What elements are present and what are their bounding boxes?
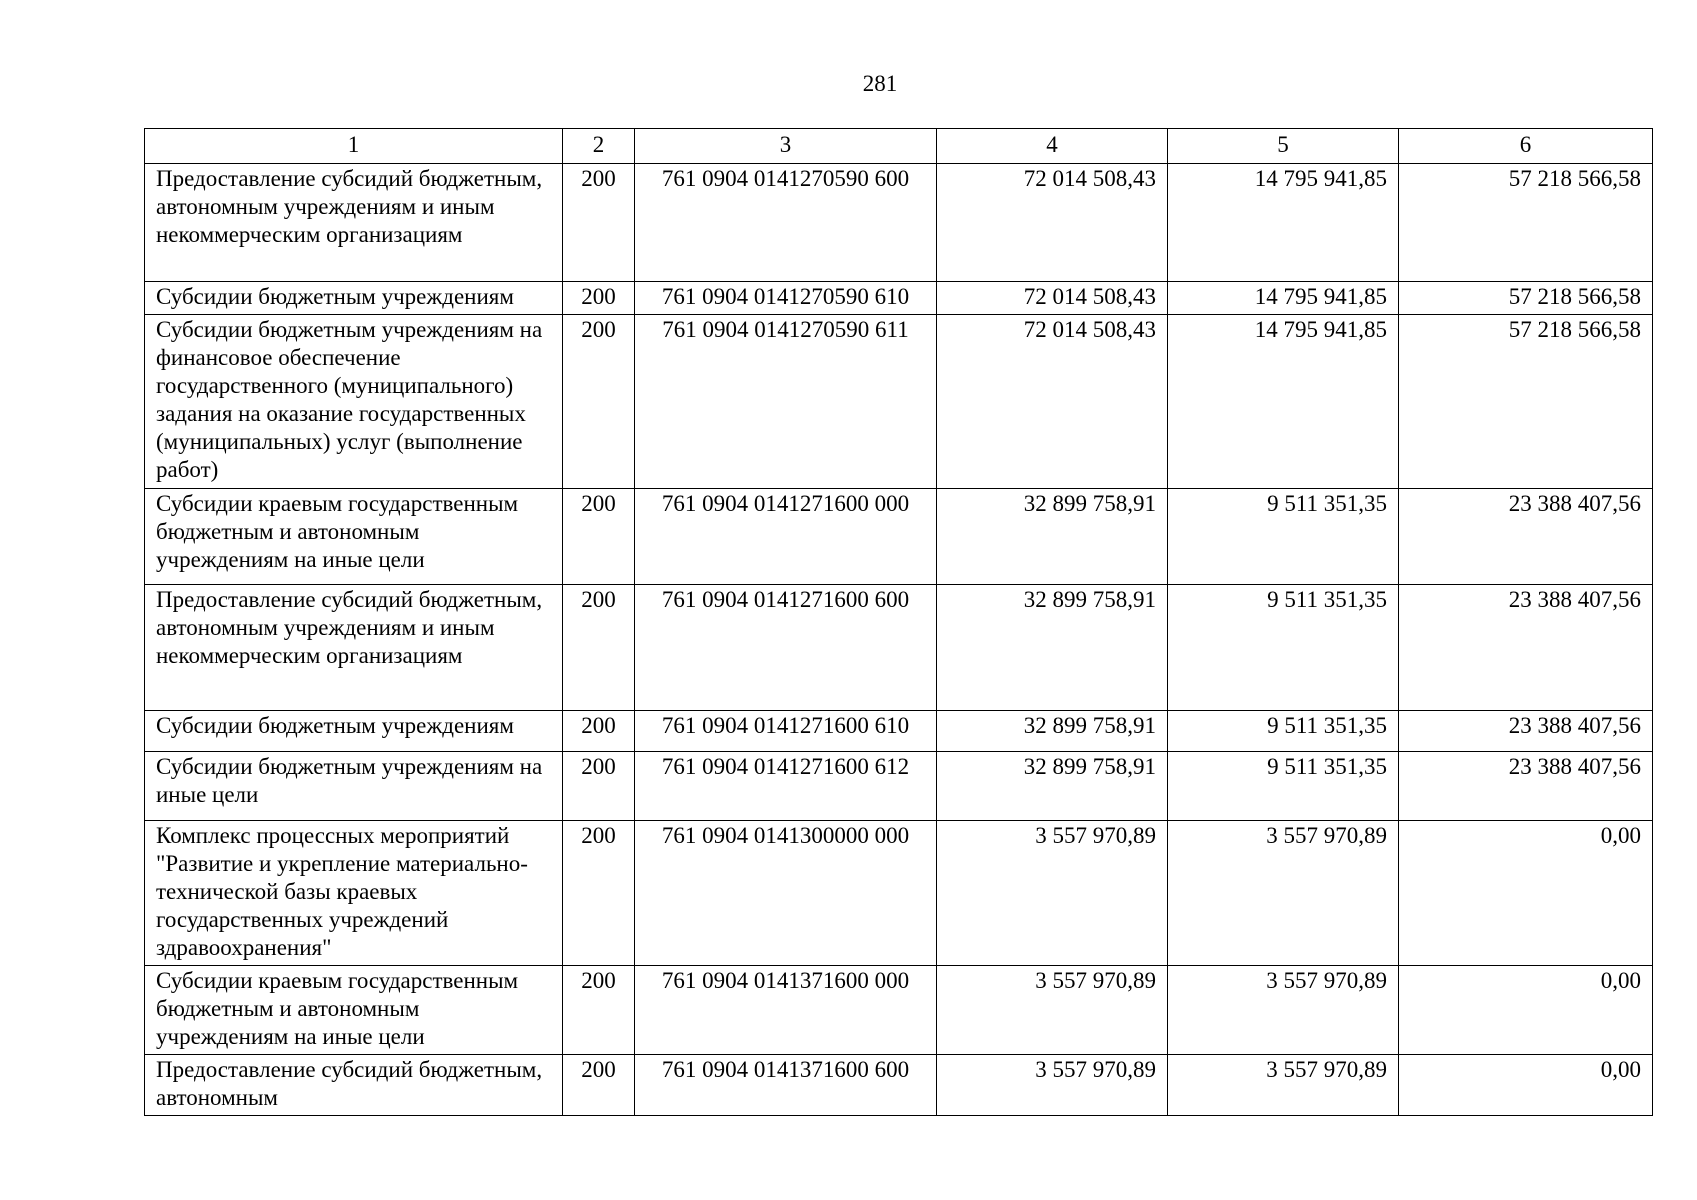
row-budget-code-cell: 761 0904 0141300000 000 xyxy=(635,821,937,966)
page-number: 281 xyxy=(862,71,898,96)
table-row xyxy=(145,164,1653,282)
column-header-3: 3 xyxy=(635,129,937,164)
row-col5-cell: 3 557 970,89 xyxy=(1168,966,1399,1055)
row-line-code-cell: 200 xyxy=(563,752,635,821)
row-budget-code-cell: 761 0904 0141371600 600 xyxy=(635,1055,937,1116)
table-row xyxy=(145,282,1653,315)
row-col5-cell: 14 795 941,85 xyxy=(1168,282,1399,315)
row-col6-cell: 23 388 407,56 xyxy=(1399,585,1653,711)
row-col6-cell: 57 218 566,58 xyxy=(1399,164,1653,282)
row-col5-cell: 14 795 941,85 xyxy=(1168,164,1399,282)
row-col4-cell: 3 557 970,89 xyxy=(937,1055,1168,1116)
row-col4-cell: 32 899 758,91 xyxy=(937,752,1168,821)
row-name-cell: Субсидии бюджетным учреждениям xyxy=(145,282,563,315)
row-col4-cell: 72 014 508,43 xyxy=(937,164,1168,282)
table-row xyxy=(145,711,1653,752)
row-col4-cell: 3 557 970,89 xyxy=(937,966,1168,1055)
table-row xyxy=(145,821,1653,966)
row-col6-cell: 23 388 407,56 xyxy=(1399,489,1653,585)
row-line-code-cell: 200 xyxy=(563,282,635,315)
column-header-1: 1 xyxy=(145,129,563,164)
table-row xyxy=(145,315,1653,489)
row-name-cell: Предоставление субсидий бюджетным, автономным учреждениям и иным некоммерческим организациям xyxy=(145,585,563,711)
row-name-cell: Субсидии бюджетным учреждениям на финансовое обеспечение государственного (муниципального) задания на оказание государственных (муниципальных) услуг (выполнение работ) xyxy=(145,315,563,489)
row-budget-code-cell: 761 0904 0141270590 610 xyxy=(635,282,937,315)
budget-table xyxy=(144,128,1653,1116)
row-line-code-cell: 200 xyxy=(563,821,635,966)
row-name-cell: Предоставление субсидий бюджетным, автономным xyxy=(145,1055,563,1116)
row-budget-code-cell: 761 0904 0141271600 610 xyxy=(635,711,937,752)
row-col5-cell: 3 557 970,89 xyxy=(1168,821,1399,966)
row-line-code-cell: 200 xyxy=(563,315,635,489)
row-budget-code-cell: 761 0904 0141271600 612 xyxy=(635,752,937,821)
row-line-code-cell: 200 xyxy=(563,966,635,1055)
row-col5-cell: 14 795 941,85 xyxy=(1168,315,1399,489)
row-col6-cell: 57 218 566,58 xyxy=(1399,282,1653,315)
row-budget-code-cell: 761 0904 0141271600 600 xyxy=(635,585,937,711)
row-col6-cell: 57 218 566,58 xyxy=(1399,315,1653,489)
table-row xyxy=(145,585,1653,711)
row-name-cell: Предоставление субсидий бюджетным, автономным учреждениям и иным некоммерческим организациям xyxy=(145,164,563,282)
row-col5-cell: 3 557 970,89 xyxy=(1168,1055,1399,1116)
row-line-code-cell: 200 xyxy=(563,489,635,585)
row-name-cell: Комплекс процессных мероприятий "Развитие и укрепление материально-технической базы краевых государственных учреждений здравоохранения" xyxy=(145,821,563,966)
row-col4-cell: 3 557 970,89 xyxy=(937,821,1168,966)
row-budget-code-cell: 761 0904 0141371600 000 xyxy=(635,966,937,1055)
table-row xyxy=(145,966,1653,1055)
row-col4-cell: 32 899 758,91 xyxy=(937,489,1168,585)
column-header-4: 4 xyxy=(937,129,1168,164)
row-col6-cell: 0,00 xyxy=(1399,821,1653,966)
table-header-row xyxy=(145,129,1653,164)
row-col6-cell: 23 388 407,56 xyxy=(1399,711,1653,752)
row-budget-code-cell: 761 0904 0141271600 000 xyxy=(635,489,937,585)
row-col5-cell: 9 511 351,35 xyxy=(1168,489,1399,585)
row-col4-cell: 32 899 758,91 xyxy=(937,711,1168,752)
row-col4-cell: 72 014 508,43 xyxy=(937,282,1168,315)
table-row xyxy=(145,752,1653,821)
row-col6-cell: 0,00 xyxy=(1399,1055,1653,1116)
column-header-5: 5 xyxy=(1168,129,1399,164)
row-line-code-cell: 200 xyxy=(563,711,635,752)
row-name-cell: Субсидии краевым государственным бюджетным и автономным учреждениям на иные цели xyxy=(145,489,563,585)
row-col5-cell: 9 511 351,35 xyxy=(1168,752,1399,821)
row-name-cell: Субсидии краевым государственным бюджетным и автономным учреждениям на иные цели xyxy=(145,966,563,1055)
column-header-2: 2 xyxy=(563,129,635,164)
column-header-6: 6 xyxy=(1399,129,1653,164)
row-col4-cell: 72 014 508,43 xyxy=(937,315,1168,489)
row-budget-code-cell: 761 0904 0141270590 600 xyxy=(635,164,937,282)
row-col5-cell: 9 511 351,35 xyxy=(1168,585,1399,711)
row-line-code-cell: 200 xyxy=(563,585,635,711)
row-col6-cell: 0,00 xyxy=(1399,966,1653,1055)
row-col5-cell: 9 511 351,35 xyxy=(1168,711,1399,752)
row-line-code-cell: 200 xyxy=(563,164,635,282)
row-col4-cell: 32 899 758,91 xyxy=(937,585,1168,711)
row-line-code-cell: 200 xyxy=(563,1055,635,1116)
table-row xyxy=(145,489,1653,585)
row-name-cell: Субсидии бюджетным учреждениям на иные цели xyxy=(145,752,563,821)
row-col6-cell: 23 388 407,56 xyxy=(1399,752,1653,821)
table-row xyxy=(145,1055,1653,1116)
row-name-cell: Субсидии бюджетным учреждениям xyxy=(145,711,563,752)
row-budget-code-cell: 761 0904 0141270590 611 xyxy=(635,315,937,489)
